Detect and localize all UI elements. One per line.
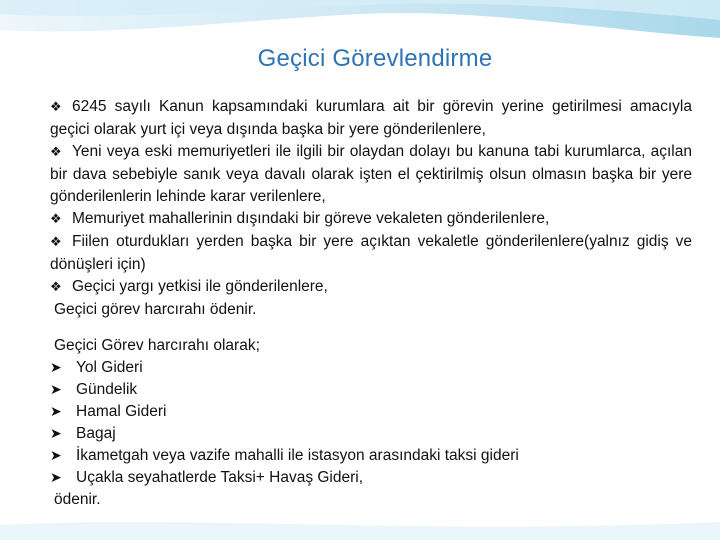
list-item: ❖ 6245 sayılı Kanun kapsamındaki kurumlara ait bir görevin yerine getirilmesi amacıyla geçici olarak yurt içi veya dışında başka bir yere gönderilenlere, [50, 98, 692, 138]
list-item: ❖ Memuriyet mahallerinin dışındaki bir göreve vekaleten gönderilenlere, [50, 208, 692, 231]
list-item: ➤ İkametgah veya vazife mahalli ile istasyon arasındaki taksi gideri [50, 445, 692, 467]
list-item: ❖ Geçici yargı yetkisi ile gönderilenlere, [50, 276, 692, 299]
bullets-closing: Geçici görev harcırahı ödenir. [54, 301, 257, 318]
diamond-bullet-icon: ❖ [50, 100, 62, 115]
list-item: ➤ Uçakla seyahatlerde Taksi+ Havaş Gideri, [50, 467, 692, 489]
list-item: ❖ Fiilen oturdukları yerden başka bir yere açıktan vekaletle gönderilenlere(yalnız gidiş ve dönüşleri için) [50, 233, 692, 273]
list-closing: ödenir. [54, 491, 101, 508]
arrow-bullet-icon: ➤ [50, 426, 62, 442]
page-title: Geçici Görevlendirme [257, 45, 493, 72]
allowance-list [50, 335, 692, 511]
arrow-bullet-icon: ➤ [50, 382, 62, 398]
list-item: ➤ Gündelik [50, 379, 692, 401]
diamond-bullet-icon: ❖ [50, 280, 62, 295]
arrow-bullet-icon: ➤ [50, 470, 62, 486]
list-item: ❖ Yeni veya eski memuriyetleri ile ilgili bir olaydan dolayı bu kanuna tabi kurumlarca, açılan bir dava sebebiyle sanık veya davalı olarak işten el çektirilmiş olsun olmasın başka bir yere gönderilenlerin lehinde karar verilenlere, [50, 143, 692, 205]
diamond-bullet-icon: ❖ [50, 212, 62, 227]
diamond-bullet-icon: ❖ [50, 235, 62, 250]
arrow-bullet-icon: ➤ [50, 448, 62, 464]
list-item: ➤ Hamal Gideri [50, 401, 692, 423]
bullet-list [50, 96, 692, 321]
list-intro: Geçici Görev harcırahı olarak; [54, 337, 260, 354]
list-item: ➤ Yol Gideri [50, 357, 692, 379]
arrow-bullet-icon: ➤ [50, 404, 62, 420]
arrow-bullet-icon: ➤ [50, 360, 62, 376]
list-item: ➤ Bagaj [50, 423, 692, 445]
diamond-bullet-icon: ❖ [50, 145, 62, 160]
